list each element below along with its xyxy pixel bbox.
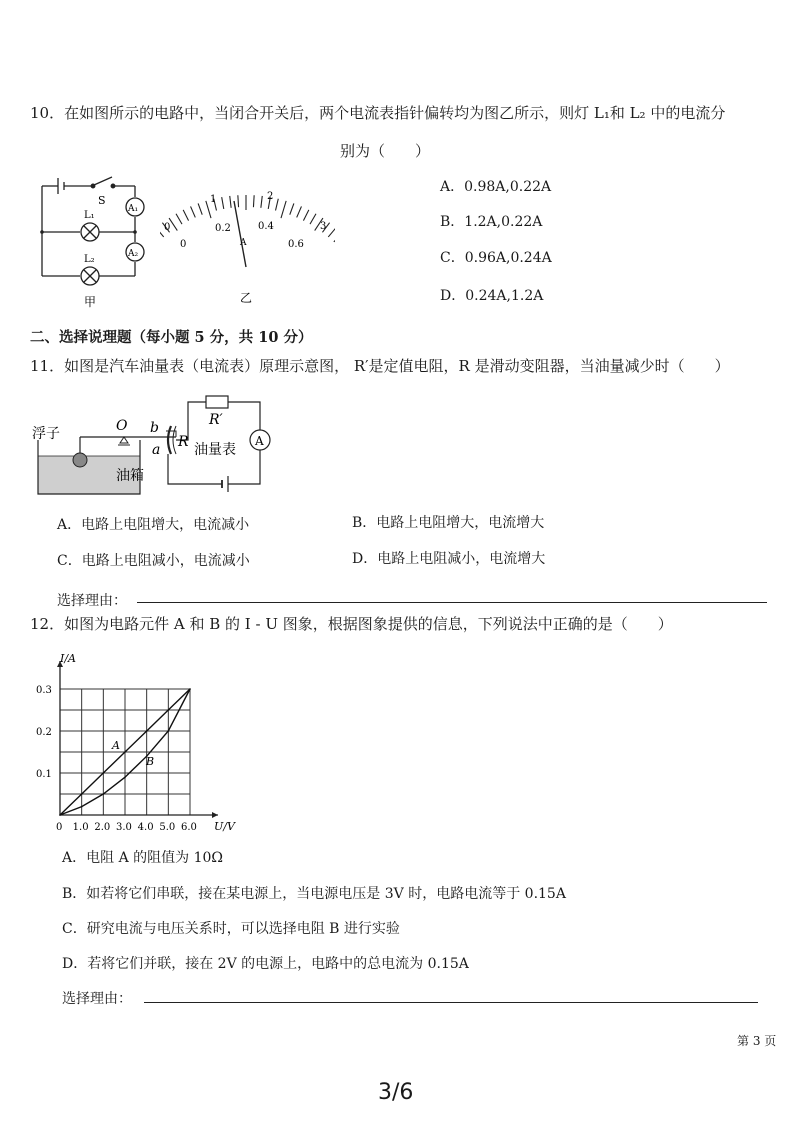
q11-reason-label: 选择理由：: [57, 593, 127, 609]
dial-top-0: 0: [164, 222, 171, 233]
q12-option-c[interactable]: C．研究电流与电压关系时，可以选择电阻 B 进行实验: [62, 921, 400, 937]
series-point-b: [103, 793, 105, 795]
page-corner-label: 第 3 页: [737, 1034, 777, 1048]
q11-option-b[interactable]: B．电路上电阻增大，电流增大: [352, 515, 545, 531]
series-a-label: A: [112, 739, 120, 752]
dial-tick: [176, 214, 182, 224]
q12-option-d[interactable]: D．若将它们并联，接在 2V 的电源上，电路中的总电流为 0.15A: [62, 956, 469, 972]
q12-reason-blank[interactable]: [144, 1002, 758, 1003]
ammeter2-label: A₂: [128, 249, 139, 259]
q11-option-d[interactable]: D．电路上电阻减小，电流增大: [352, 551, 546, 567]
dial-unit: A: [240, 238, 247, 248]
series-b-label: B: [146, 755, 155, 768]
chart-ylabel: I/A: [60, 652, 76, 665]
series-point-a: [168, 709, 170, 711]
x-tick-label: 4.0: [137, 822, 154, 833]
point-b-label: b: [150, 420, 159, 436]
dial-bottom-0-4: 0.4: [258, 221, 274, 232]
q11-fuel-gauge-figure: [28, 388, 278, 500]
dial-tick: [303, 210, 308, 221]
dial-top-3: 3: [320, 221, 327, 232]
fig-jia-caption: 甲: [84, 295, 97, 309]
x-tick-label: 0: [56, 822, 63, 833]
series-point-b: [124, 776, 126, 778]
q11-option-a[interactable]: A．电路上电阻增大，电流减小: [57, 517, 250, 533]
float-label: 浮子: [32, 426, 60, 442]
y-tick-label: 0.1: [36, 769, 52, 780]
ammeter-label: A: [255, 434, 264, 448]
resistor-r-prime-label: R′: [209, 412, 223, 428]
q10-option-b[interactable]: B．1.2A,0.22A: [440, 214, 543, 230]
series-point-a: [81, 793, 83, 795]
q11-option-c[interactable]: C．电路上电阻减小，电流减小: [57, 553, 250, 569]
dial-tick: [230, 196, 231, 208]
q11-reason-blank[interactable]: [137, 602, 767, 603]
dial-tick: [297, 206, 302, 217]
q10-option-c[interactable]: C．0.96A,0.24A: [440, 250, 552, 266]
x-tick-label: 6.0: [181, 822, 197, 833]
dial-bottom-0: 0: [180, 239, 187, 250]
x-tick-label: 5.0: [159, 822, 176, 833]
q12-iu-chart: [30, 645, 250, 840]
dial-tick: [183, 210, 188, 221]
y-tick-label: 0.2: [36, 727, 52, 738]
tank-label: 油箱: [116, 468, 144, 484]
q12-option-a[interactable]: A．电阻 A 的阻值为 10Ω: [62, 850, 224, 866]
dial-tick: [328, 228, 335, 237]
series-point-b: [168, 730, 170, 732]
gauge-label: 油量表: [194, 442, 236, 458]
dial-bottom-0-6: 0.6: [288, 239, 304, 250]
q11-stem: 11．如图是汽车油量表（电流表）原理示意图， R′是定值电阻，R 是滑动变阻器，当油量减少时（ ）: [30, 357, 730, 375]
page-number: 3/6: [378, 1080, 414, 1105]
q12-option-b[interactable]: B．如若将它们串联，接在某电源上，当电源电压是 3V 时，电路电流等于 0.15A: [62, 886, 566, 902]
switch-label: S: [98, 194, 106, 207]
pivot-label: O: [116, 418, 128, 434]
q10-circuit-figure: [30, 172, 160, 312]
q10-option-a[interactable]: A．0.98A,0.22A: [440, 179, 552, 195]
section2-title: 二、选择说理题（每小题 5 分，共 10 分）: [30, 329, 313, 346]
q12-reason-label: 选择理由：: [62, 991, 132, 1007]
q10-ammeter-dial: [160, 185, 335, 310]
lamp2-label: L₂: [84, 254, 95, 265]
q10-stem-line2: 别为（ ）: [340, 142, 431, 160]
x-tick-label: 2.0: [94, 822, 111, 833]
dial-tick: [334, 233, 335, 242]
series-point-b: [59, 814, 61, 816]
series-point-b: [81, 806, 83, 808]
dial-tick: [276, 199, 279, 211]
dial-tick: [191, 206, 196, 217]
q10-option-d[interactable]: D．0.24A,1.2A: [440, 288, 544, 304]
dial-tick: [222, 197, 224, 209]
series-point-b: [189, 688, 191, 690]
dial-tick: [238, 195, 239, 207]
x-tick-label: 1.0: [72, 822, 89, 833]
chart-xlabel: U/V: [214, 820, 235, 833]
dial-tick: [253, 195, 254, 207]
dial-top-2: 2: [267, 191, 274, 202]
q10-stem-line1: 10．在如图所示的电路中，当闭合开关后，两个电流表指针偏转均为图乙所示，则灯 L₁和 L₂ 中的电流分: [30, 104, 726, 122]
series-point-a: [146, 730, 148, 732]
dial-tick: [310, 214, 316, 224]
dial-tick: [290, 203, 294, 214]
dial-top-1: 1: [210, 194, 217, 205]
dial-bottom-0-2: 0.2: [215, 223, 231, 234]
series-point-a: [124, 751, 126, 753]
dial-tick: [198, 203, 202, 214]
point-a-label: a: [152, 442, 161, 458]
y-tick-label: 0.3: [36, 685, 52, 696]
series-point-a: [103, 772, 105, 774]
x-tick-label: 3.0: [116, 822, 132, 833]
dial-needle: [234, 201, 246, 267]
lamp1-label: L₁: [84, 210, 95, 221]
switch-blade: [94, 177, 112, 185]
x-axis-arrow: [212, 812, 218, 818]
ammeter1-label: A₁: [128, 204, 139, 214]
dial-tick: [281, 201, 286, 218]
fig-yi-caption: 乙: [240, 291, 253, 305]
q12-stem: 12．如图为电路元件 A 和 B 的 I - U 图象，根据图象提供的信息，下列说法中正确的是（ ）: [30, 615, 673, 633]
resistor-r-label: R: [178, 434, 189, 450]
dial-tick: [261, 196, 262, 208]
